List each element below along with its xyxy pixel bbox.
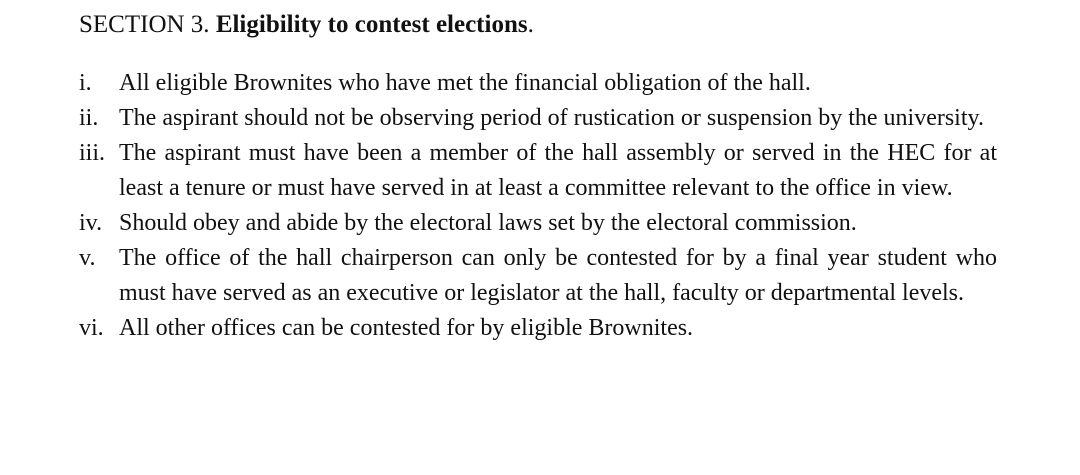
list-item-text: The office of the hall chairperson can only be contested for by a final year student who must have served as an executive or legislator at the hall, faculty or departmental levels. <box>119 245 997 306</box>
list-marker: v. <box>79 245 96 271</box>
list-marker: iii. <box>79 140 106 166</box>
section-heading <box>79 10 534 40</box>
eligibility-list <box>79 66 997 346</box>
list-item <box>79 101 997 136</box>
list-marker: ii. <box>79 105 99 131</box>
heading-period: . <box>527 11 534 38</box>
list-item <box>79 241 997 311</box>
list-marker: iv. <box>79 210 103 236</box>
list-item-text: All other offices can be contested for by eligible Brownites. <box>119 315 694 341</box>
list-item-text: The aspirant must have been a member of the hall assembly or served in the HEC for at least a tenure or must have served in at least a committee relevant to the office in view. <box>119 140 997 201</box>
list-item <box>79 206 997 241</box>
list-marker: vi. <box>79 315 104 341</box>
section-title: Eligibility to contest elections <box>215 11 528 38</box>
list-item <box>79 66 997 101</box>
list-item <box>79 136 997 206</box>
section-label: SECTION 3. <box>79 11 210 38</box>
list-marker: i. <box>79 70 92 96</box>
list-item <box>79 311 997 346</box>
list-item-text: The aspirant should not be observing period of rustication or suspension by the university. <box>119 105 984 131</box>
list-item-text: Should obey and abide by the electoral laws set by the electoral commission. <box>119 210 857 236</box>
list-item-text: All eligible Brownites who have met the financial obligation of the hall. <box>119 70 811 96</box>
